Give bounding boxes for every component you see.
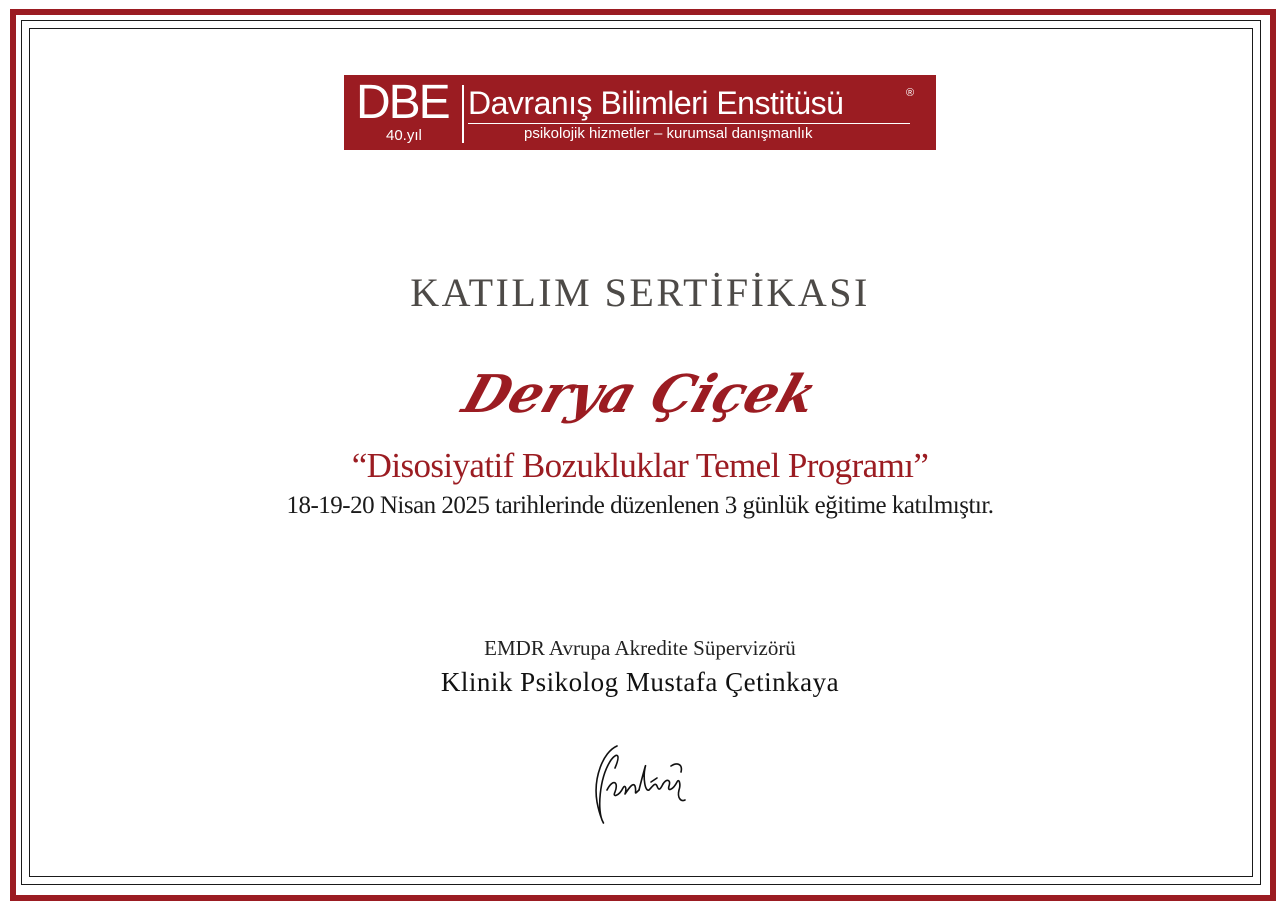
program-name: “Disosiyatif Bozukluklar Temel Programı” [351, 446, 929, 485]
handwritten-signature [585, 738, 695, 830]
logo-years: 40.yıl [386, 127, 422, 144]
certificate-description: 18-19-20 Nisan 2025 tarihlerinde düzenlenen 3 günlük eğitime katılmıştır. [286, 492, 994, 519]
logo-divider [462, 85, 464, 143]
logo-rule [468, 123, 910, 124]
logo-abbreviation: DBE [356, 76, 449, 129]
signatory-name: Klinik Psikolog Mustafa Çetinkaya [440, 667, 840, 697]
signatory-title: EMDR Avrupa Akredite Süpervizörü [484, 636, 796, 660]
logo-tagline: psikolojik hizmetler – kurumsal danışmanlık [524, 125, 813, 142]
organization-logo [344, 75, 936, 150]
certificate-title: KATILIM SERTİFİKASI [410, 270, 870, 315]
recipient-name: Derya Çiçek [455, 364, 825, 425]
registered-mark: ® [906, 87, 915, 99]
logo-organization-name: Davranış Bilimleri Enstitüsü [468, 85, 844, 121]
